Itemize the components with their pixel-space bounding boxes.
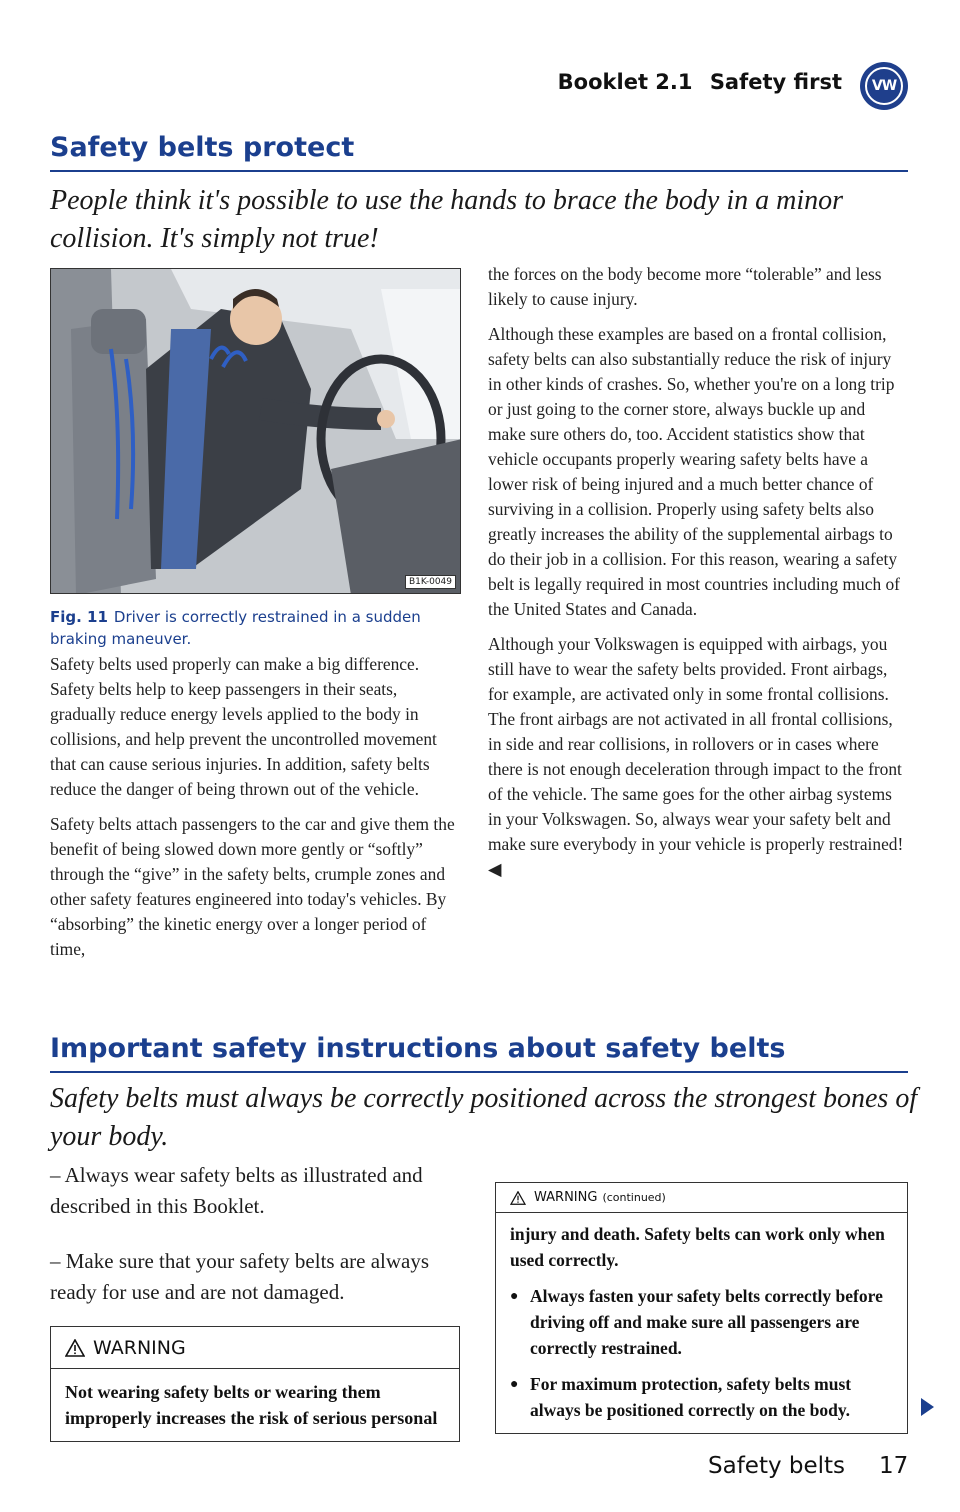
header-section: Safety first	[709, 70, 842, 94]
paragraph: the forces on the body become more “tolerable” and less likely to cause injury.	[488, 264, 882, 309]
warning-bullet	[510, 1371, 893, 1423]
warning-bullet-text: For maximum protection, safety belts must always be positioned correctly on the body.	[530, 1374, 852, 1420]
vw-logo	[860, 62, 908, 110]
paragraph: Although these examples are based on a frontal collision, safety belts can also substantially reduce the risk of injury in other kinds of crashes. So, whether you're on a long trip or just going to the corner store, always buckle up and make sure others do, too. Accident statistics show that vehicle occupants properly wearing safety belts have a lower risk of being injured and a much better chance of surviving in a collision. Properly using safety belts also greatly increases the ability of the supplemental airbags to do their job in a collision. For this reason, wearing a safety belt is legally required in most countries including much of the United States and Canada.	[488, 324, 900, 619]
section-lead: People think it's possible to use the hands to brace the body in a minor collision. It's simply not true!	[50, 185, 843, 254]
left-column	[50, 652, 460, 972]
section-title-2: Important safety instructions about safety belts	[50, 1033, 786, 1064]
warning-text: Not wearing safety belts or wearing them improperly increases the risk of serious personal	[65, 1382, 438, 1428]
footer-section: Safety belts	[708, 1453, 846, 1479]
warning-continued-header	[496, 1183, 907, 1213]
figure-label: Fig. 11	[50, 608, 108, 626]
warning-bullet-text: Always fasten your safety belts correctly before driving off and make sure all passengers are correctly restrained.	[530, 1286, 883, 1358]
figure-code: B1K-0049	[405, 575, 456, 589]
figure-driver-illustration	[50, 268, 461, 594]
warning-continued-body	[496, 1213, 907, 1433]
driver-illustration	[51, 269, 461, 594]
paragraph: Safety belts attach passengers to the car and give them the benefit of being slowed down more gently or “softly” through the “give” in the safety belts, crumple zones and other safety features engineered into today's vehicles. By “absorbing” the kinetic energy over a longer period of time,	[50, 814, 455, 959]
warning-continued-box	[495, 1182, 908, 1434]
paragraph: Safety belts used properly can make a big difference. Safety belts help to keep passengers in their seats, gradually reduce energy levels applied to the body in collisions, and help prevent the uncontrolled movement that can cause serious injuries. In addition, safety belts reduce the danger of being thrown out of the vehicle.	[50, 654, 437, 799]
page-footer	[708, 1453, 908, 1479]
vw-logo-text: VW	[865, 67, 903, 105]
warning-box	[50, 1326, 460, 1442]
warning-title: WARNING	[93, 1336, 186, 1359]
section-lead-2: Safety belts must always be correctly positioned across the strongest bones of your body.	[50, 1083, 918, 1152]
list-item: – Always wear safety belts as illustrated and described in this Booklet.	[50, 1163, 423, 1218]
bullet-icon: ●	[510, 1289, 519, 1304]
warning-icon	[510, 1191, 526, 1205]
section-rule	[50, 170, 908, 172]
section-rule-2	[50, 1071, 908, 1073]
figure-caption-text: Driver is correctly restrained in a sudden braking maneuver.	[50, 608, 421, 648]
warning-bullet	[510, 1283, 893, 1361]
warning-icon	[65, 1339, 85, 1357]
continue-arrow-icon	[921, 1398, 934, 1416]
bullet-icon: ●	[510, 1377, 519, 1392]
page-number: 17	[879, 1453, 909, 1479]
paragraph: Although your Volkswagen is equipped with airbags, you still have to wear the safety belts provided. Front airbags, for example, are activated only in some frontal collisions. The front airbags are not activated in all frontal collisions, in side and rear collisions, in rollovers or in cases where there is not enough deceleration through impact to the front of the vehicle. The same goes for the other airbag systems in your Volkswagen. So, always wear your safety belt and make sure everybody in your vehicle is properly restrained! ◀	[488, 634, 904, 879]
warning-continued-intro: injury and death. Safety belts can work only when used correctly.	[510, 1224, 885, 1270]
warning-continued-title: WARNING	[534, 1190, 598, 1205]
warning-continued-suffix: (continued)	[602, 1191, 666, 1204]
right-column	[488, 262, 906, 892]
list-item: – Make sure that your safety belts are always ready for use and are not damaged.	[50, 1249, 430, 1304]
section-title: Safety belts protect	[50, 132, 355, 163]
figure-caption	[50, 606, 461, 650]
running-header	[558, 70, 842, 94]
booklet-label: Booklet 2.1	[557, 70, 693, 94]
warning-header	[51, 1327, 459, 1369]
